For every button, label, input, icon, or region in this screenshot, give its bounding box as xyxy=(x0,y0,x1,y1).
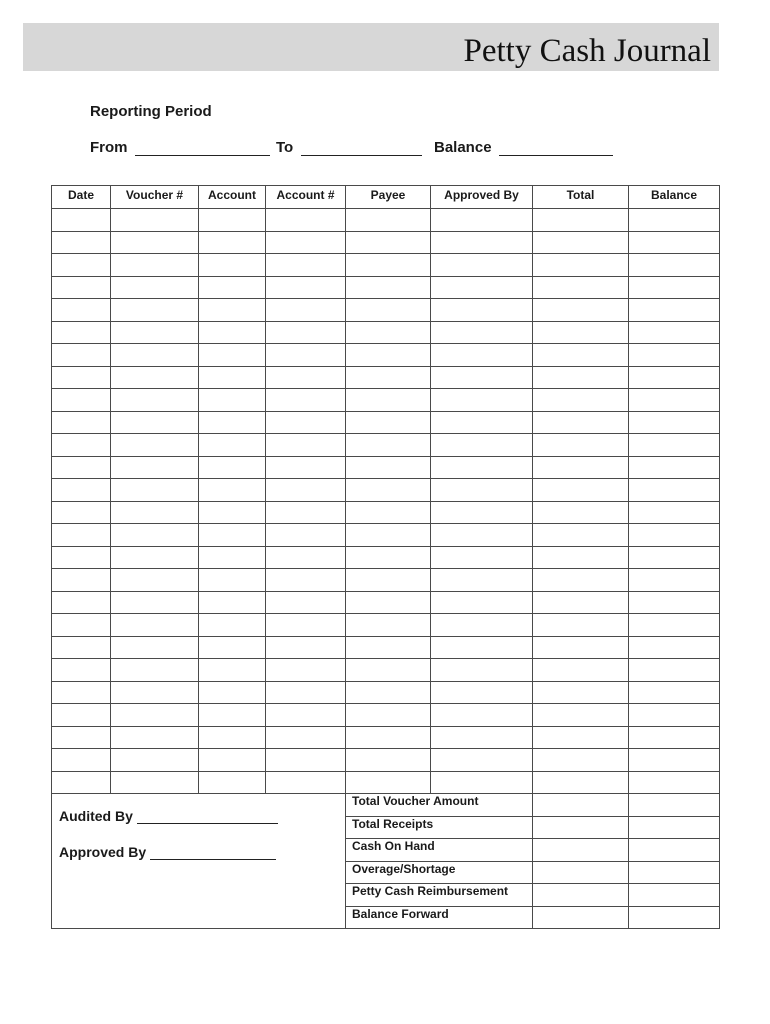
cell-balance[interactable] xyxy=(629,614,720,637)
column-header-payee: Payee xyxy=(346,186,431,209)
cell-balance[interactable] xyxy=(629,344,720,367)
cell-approved-by[interactable] xyxy=(431,524,533,547)
cell-approved-by[interactable] xyxy=(431,299,533,322)
cell-date[interactable] xyxy=(52,569,111,592)
cell-balance[interactable] xyxy=(629,479,720,502)
column-header-date: Date xyxy=(52,186,111,209)
cell-payee[interactable] xyxy=(346,726,431,749)
cell-approved-by[interactable] xyxy=(431,321,533,344)
cell-account-number[interactable] xyxy=(266,771,346,794)
cell-voucher[interactable] xyxy=(111,681,199,704)
table-row xyxy=(52,726,720,749)
cell-balance[interactable] xyxy=(629,569,720,592)
cell-account-number[interactable] xyxy=(266,389,346,412)
cell-date[interactable] xyxy=(52,546,111,569)
cell-voucher[interactable] xyxy=(111,749,199,772)
cell-total[interactable] xyxy=(533,546,629,569)
page-title: Petty Cash Journal xyxy=(463,33,711,69)
cell-date[interactable] xyxy=(52,524,111,547)
cell-balance[interactable] xyxy=(629,501,720,524)
cell-account[interactable] xyxy=(199,681,266,704)
cell-account[interactable] xyxy=(199,636,266,659)
summary-balance-cell[interactable] xyxy=(629,816,720,839)
cell-voucher[interactable] xyxy=(111,771,199,794)
cell-approved-by[interactable] xyxy=(431,591,533,614)
cell-balance[interactable] xyxy=(629,321,720,344)
summary-label: Balance Forward xyxy=(346,906,533,929)
table-row xyxy=(52,254,720,277)
table-row xyxy=(52,411,720,434)
cell-payee[interactable] xyxy=(346,209,431,232)
cell-voucher[interactable] xyxy=(111,524,199,547)
table-row xyxy=(52,546,720,569)
cell-total[interactable] xyxy=(533,434,629,457)
cell-balance[interactable] xyxy=(629,299,720,322)
cell-account[interactable] xyxy=(199,524,266,547)
cell-voucher[interactable] xyxy=(111,321,199,344)
journal-table xyxy=(51,185,720,929)
cell-account-number[interactable] xyxy=(266,726,346,749)
cell-balance[interactable] xyxy=(629,366,720,389)
cell-total[interactable] xyxy=(533,321,629,344)
cell-voucher[interactable] xyxy=(111,366,199,389)
cell-account[interactable] xyxy=(199,434,266,457)
cell-account-number[interactable] xyxy=(266,749,346,772)
cell-date[interactable] xyxy=(52,231,111,254)
summary-label: Overage/Shortage xyxy=(346,861,533,884)
table-row xyxy=(52,659,720,682)
cell-payee[interactable] xyxy=(346,389,431,412)
cell-total[interactable] xyxy=(533,276,629,299)
table-row xyxy=(52,591,720,614)
column-header-voucher: Voucher # xyxy=(111,186,199,209)
cell-voucher[interactable] xyxy=(111,569,199,592)
period-range-row xyxy=(0,139,770,159)
cell-account-number[interactable] xyxy=(266,681,346,704)
table-row xyxy=(52,276,720,299)
cell-date[interactable] xyxy=(52,591,111,614)
summary-balance-cell[interactable] xyxy=(629,839,720,862)
cell-voucher[interactable] xyxy=(111,479,199,502)
cell-account-number[interactable] xyxy=(266,456,346,479)
cell-approved-by[interactable] xyxy=(431,546,533,569)
cell-payee[interactable] xyxy=(346,524,431,547)
cell-account-number[interactable] xyxy=(266,501,346,524)
cell-voucher[interactable] xyxy=(111,456,199,479)
cell-approved-by[interactable] xyxy=(431,366,533,389)
cell-date[interactable] xyxy=(52,479,111,502)
summary-label: Total Receipts xyxy=(346,816,533,839)
cell-approved-by[interactable] xyxy=(431,276,533,299)
cell-approved-by[interactable] xyxy=(431,501,533,524)
cell-account-number[interactable] xyxy=(266,591,346,614)
summary-label: Cash On Hand xyxy=(346,839,533,862)
cell-account[interactable] xyxy=(199,749,266,772)
cell-voucher[interactable] xyxy=(111,501,199,524)
cell-balance[interactable] xyxy=(629,434,720,457)
to-label: To xyxy=(276,139,294,156)
cell-voucher[interactable] xyxy=(111,614,199,637)
cell-account-number[interactable] xyxy=(266,704,346,727)
cell-account[interactable] xyxy=(199,569,266,592)
table-row xyxy=(52,569,720,592)
cell-voucher[interactable] xyxy=(111,636,199,659)
cell-account[interactable] xyxy=(199,321,266,344)
cell-balance[interactable] xyxy=(629,456,720,479)
cell-payee[interactable] xyxy=(346,614,431,637)
cell-voucher[interactable] xyxy=(111,411,199,434)
cell-account-number[interactable] xyxy=(266,321,346,344)
cell-total[interactable] xyxy=(533,591,629,614)
cell-payee[interactable] xyxy=(346,321,431,344)
cell-date[interactable] xyxy=(52,389,111,412)
cell-total[interactable] xyxy=(533,479,629,502)
title-bar xyxy=(23,23,719,71)
summary-total-cell[interactable] xyxy=(533,861,629,884)
cell-total[interactable] xyxy=(533,209,629,232)
cell-total[interactable] xyxy=(533,389,629,412)
cell-total[interactable] xyxy=(533,299,629,322)
cell-account[interactable] xyxy=(199,659,266,682)
cell-date[interactable] xyxy=(52,704,111,727)
cell-account[interactable] xyxy=(199,704,266,727)
column-header-balance: Balance xyxy=(629,186,720,209)
cell-voucher[interactable] xyxy=(111,546,199,569)
column-header-account: Account xyxy=(199,186,266,209)
cell-total[interactable] xyxy=(533,501,629,524)
cell-payee[interactable] xyxy=(346,254,431,277)
cell-balance[interactable] xyxy=(629,726,720,749)
signature-area xyxy=(52,794,346,929)
cell-voucher[interactable] xyxy=(111,209,199,232)
cell-voucher[interactable] xyxy=(111,254,199,277)
table-row xyxy=(52,749,720,772)
cell-payee[interactable] xyxy=(346,501,431,524)
cell-voucher[interactable] xyxy=(111,231,199,254)
cell-approved-by[interactable] xyxy=(431,389,533,412)
table-header-row xyxy=(52,186,720,209)
summary-balance-cell[interactable] xyxy=(629,794,720,817)
cell-balance[interactable] xyxy=(629,524,720,547)
table-row xyxy=(52,456,720,479)
approved-by-field[interactable] xyxy=(150,845,276,860)
column-header-total: Total xyxy=(533,186,629,209)
cell-payee[interactable] xyxy=(346,231,431,254)
cell-account[interactable] xyxy=(199,411,266,434)
cell-voucher[interactable] xyxy=(111,299,199,322)
cell-balance[interactable] xyxy=(629,749,720,772)
cell-approved-by[interactable] xyxy=(431,726,533,749)
table-row xyxy=(52,209,720,232)
cell-approved-by[interactable] xyxy=(431,254,533,277)
cell-account[interactable] xyxy=(199,591,266,614)
balance-field[interactable] xyxy=(499,155,613,156)
cell-total[interactable] xyxy=(533,636,629,659)
cell-account-number[interactable] xyxy=(266,569,346,592)
cell-account[interactable] xyxy=(199,771,266,794)
cell-voucher[interactable] xyxy=(111,389,199,412)
cell-date[interactable] xyxy=(52,254,111,277)
cell-account-number[interactable] xyxy=(266,276,346,299)
cell-account[interactable] xyxy=(199,389,266,412)
cell-balance[interactable] xyxy=(629,231,720,254)
from-field[interactable] xyxy=(135,155,270,156)
cell-voucher[interactable] xyxy=(111,344,199,367)
cell-date[interactable] xyxy=(52,411,111,434)
cell-account-number[interactable] xyxy=(266,479,346,502)
cell-date[interactable] xyxy=(52,636,111,659)
column-header-account-number: Account # xyxy=(266,186,346,209)
cell-approved-by[interactable] xyxy=(431,749,533,772)
cell-account[interactable] xyxy=(199,501,266,524)
cell-approved-by[interactable] xyxy=(431,569,533,592)
cell-account-number[interactable] xyxy=(266,636,346,659)
cell-voucher[interactable] xyxy=(111,434,199,457)
cell-total[interactable] xyxy=(533,771,629,794)
cell-account[interactable] xyxy=(199,726,266,749)
reporting-period-heading: Reporting Period xyxy=(90,103,212,120)
cell-date[interactable] xyxy=(52,456,111,479)
cell-total[interactable] xyxy=(533,456,629,479)
summary-label: Petty Cash Reimbursement xyxy=(346,884,533,907)
cell-payee[interactable] xyxy=(346,569,431,592)
cell-payee[interactable] xyxy=(346,771,431,794)
cell-balance[interactable] xyxy=(629,546,720,569)
cell-date[interactable] xyxy=(52,344,111,367)
cell-payee[interactable] xyxy=(346,659,431,682)
cell-account-number[interactable] xyxy=(266,546,346,569)
cell-date[interactable] xyxy=(52,501,111,524)
cell-account[interactable] xyxy=(199,299,266,322)
cell-balance[interactable] xyxy=(629,254,720,277)
cell-balance[interactable] xyxy=(629,591,720,614)
cell-payee[interactable] xyxy=(346,636,431,659)
cell-balance[interactable] xyxy=(629,209,720,232)
cell-account-number[interactable] xyxy=(266,659,346,682)
cell-account[interactable] xyxy=(199,479,266,502)
cell-total[interactable] xyxy=(533,254,629,277)
cell-payee[interactable] xyxy=(346,591,431,614)
cell-approved-by[interactable] xyxy=(431,456,533,479)
column-header-approved-by: Approved By xyxy=(431,186,533,209)
cell-account-number[interactable] xyxy=(266,411,346,434)
cell-balance[interactable] xyxy=(629,771,720,794)
cell-approved-by[interactable] xyxy=(431,231,533,254)
cell-account-number[interactable] xyxy=(266,344,346,367)
cell-balance[interactable] xyxy=(629,659,720,682)
cell-approved-by[interactable] xyxy=(431,344,533,367)
cell-approved-by[interactable] xyxy=(431,411,533,434)
cell-approved-by[interactable] xyxy=(431,704,533,727)
cell-account[interactable] xyxy=(199,344,266,367)
cell-approved-by[interactable] xyxy=(431,479,533,502)
cell-balance[interactable] xyxy=(629,389,720,412)
cell-total[interactable] xyxy=(533,614,629,637)
cell-payee[interactable] xyxy=(346,344,431,367)
cell-total[interactable] xyxy=(533,659,629,682)
to-field[interactable] xyxy=(301,155,422,156)
cell-total[interactable] xyxy=(533,704,629,727)
table-row xyxy=(52,524,720,547)
table-row xyxy=(52,366,720,389)
cell-balance[interactable] xyxy=(629,704,720,727)
cell-approved-by[interactable] xyxy=(431,681,533,704)
cell-account[interactable] xyxy=(199,231,266,254)
summary-balance-cell[interactable] xyxy=(629,884,720,907)
summary-balance-cell[interactable] xyxy=(629,861,720,884)
approved-by-row xyxy=(59,844,276,860)
cell-date[interactable] xyxy=(52,771,111,794)
cell-account-number[interactable] xyxy=(266,254,346,277)
cell-account[interactable] xyxy=(199,254,266,277)
cell-payee[interactable] xyxy=(346,299,431,322)
table-row xyxy=(52,389,720,412)
from-label: From xyxy=(90,139,128,156)
cell-date[interactable] xyxy=(52,659,111,682)
table-row xyxy=(52,479,720,502)
summary-total-cell[interactable] xyxy=(533,906,629,929)
cell-account[interactable] xyxy=(199,366,266,389)
cell-approved-by[interactable] xyxy=(431,659,533,682)
cell-total[interactable] xyxy=(533,231,629,254)
cell-balance[interactable] xyxy=(629,681,720,704)
balance-label: Balance xyxy=(434,139,492,156)
cell-payee[interactable] xyxy=(346,546,431,569)
cell-total[interactable] xyxy=(533,366,629,389)
cell-account[interactable] xyxy=(199,614,266,637)
cell-total[interactable] xyxy=(533,344,629,367)
cell-balance[interactable] xyxy=(629,276,720,299)
cell-account-number[interactable] xyxy=(266,299,346,322)
cell-total[interactable] xyxy=(533,749,629,772)
table-row xyxy=(52,321,720,344)
cell-account[interactable] xyxy=(199,209,266,232)
cell-account[interactable] xyxy=(199,546,266,569)
cell-date[interactable] xyxy=(52,614,111,637)
cell-payee[interactable] xyxy=(346,434,431,457)
table-row xyxy=(52,501,720,524)
cell-total[interactable] xyxy=(533,411,629,434)
summary-label: Total Voucher Amount xyxy=(346,794,533,817)
table-row xyxy=(52,681,720,704)
cell-payee[interactable] xyxy=(346,276,431,299)
cell-balance[interactable] xyxy=(629,636,720,659)
cell-payee[interactable] xyxy=(346,456,431,479)
audited-by-label: Audited By xyxy=(59,808,133,824)
cell-date[interactable] xyxy=(52,681,111,704)
cell-account-number[interactable] xyxy=(266,366,346,389)
cell-voucher[interactable] xyxy=(111,704,199,727)
cell-date[interactable] xyxy=(52,209,111,232)
cell-voucher[interactable] xyxy=(111,591,199,614)
cell-payee[interactable] xyxy=(346,366,431,389)
cell-account[interactable] xyxy=(199,456,266,479)
summary-total-cell[interactable] xyxy=(533,816,629,839)
cell-payee[interactable] xyxy=(346,681,431,704)
cell-account-number[interactable] xyxy=(266,434,346,457)
summary-row xyxy=(52,794,720,817)
audited-by-field[interactable] xyxy=(137,809,278,824)
cell-account-number[interactable] xyxy=(266,614,346,637)
cell-approved-by[interactable] xyxy=(431,209,533,232)
cell-date[interactable] xyxy=(52,321,111,344)
table-row xyxy=(52,299,720,322)
cell-voucher[interactable] xyxy=(111,726,199,749)
audited-by-row xyxy=(59,808,278,824)
table-row xyxy=(52,771,720,794)
cell-approved-by[interactable] xyxy=(431,771,533,794)
cell-account-number[interactable] xyxy=(266,209,346,232)
cell-date[interactable] xyxy=(52,276,111,299)
cell-approved-by[interactable] xyxy=(431,636,533,659)
cell-voucher[interactable] xyxy=(111,276,199,299)
table-row xyxy=(52,231,720,254)
table-row xyxy=(52,636,720,659)
summary-total-cell[interactable] xyxy=(533,884,629,907)
cell-voucher[interactable] xyxy=(111,659,199,682)
table-row xyxy=(52,434,720,457)
summary-balance-cell[interactable] xyxy=(629,906,720,929)
cell-payee[interactable] xyxy=(346,479,431,502)
summary-total-cell[interactable] xyxy=(533,839,629,862)
cell-total[interactable] xyxy=(533,681,629,704)
cell-payee[interactable] xyxy=(346,411,431,434)
cell-date[interactable] xyxy=(52,366,111,389)
summary-total-cell[interactable] xyxy=(533,794,629,817)
cell-account-number[interactable] xyxy=(266,524,346,547)
cell-date[interactable] xyxy=(52,299,111,322)
cell-date[interactable] xyxy=(52,749,111,772)
table-row xyxy=(52,704,720,727)
cell-date[interactable] xyxy=(52,434,111,457)
cell-payee[interactable] xyxy=(346,749,431,772)
cell-balance[interactable] xyxy=(629,411,720,434)
cell-approved-by[interactable] xyxy=(431,614,533,637)
cell-total[interactable] xyxy=(533,524,629,547)
table-row xyxy=(52,344,720,367)
approved-by-label: Approved By xyxy=(59,844,147,860)
cell-approved-by[interactable] xyxy=(431,434,533,457)
cell-payee[interactable] xyxy=(346,704,431,727)
cell-date[interactable] xyxy=(52,726,111,749)
cell-total[interactable] xyxy=(533,569,629,592)
cell-total[interactable] xyxy=(533,726,629,749)
table-row xyxy=(52,614,720,637)
cell-account[interactable] xyxy=(199,276,266,299)
cell-account-number[interactable] xyxy=(266,231,346,254)
